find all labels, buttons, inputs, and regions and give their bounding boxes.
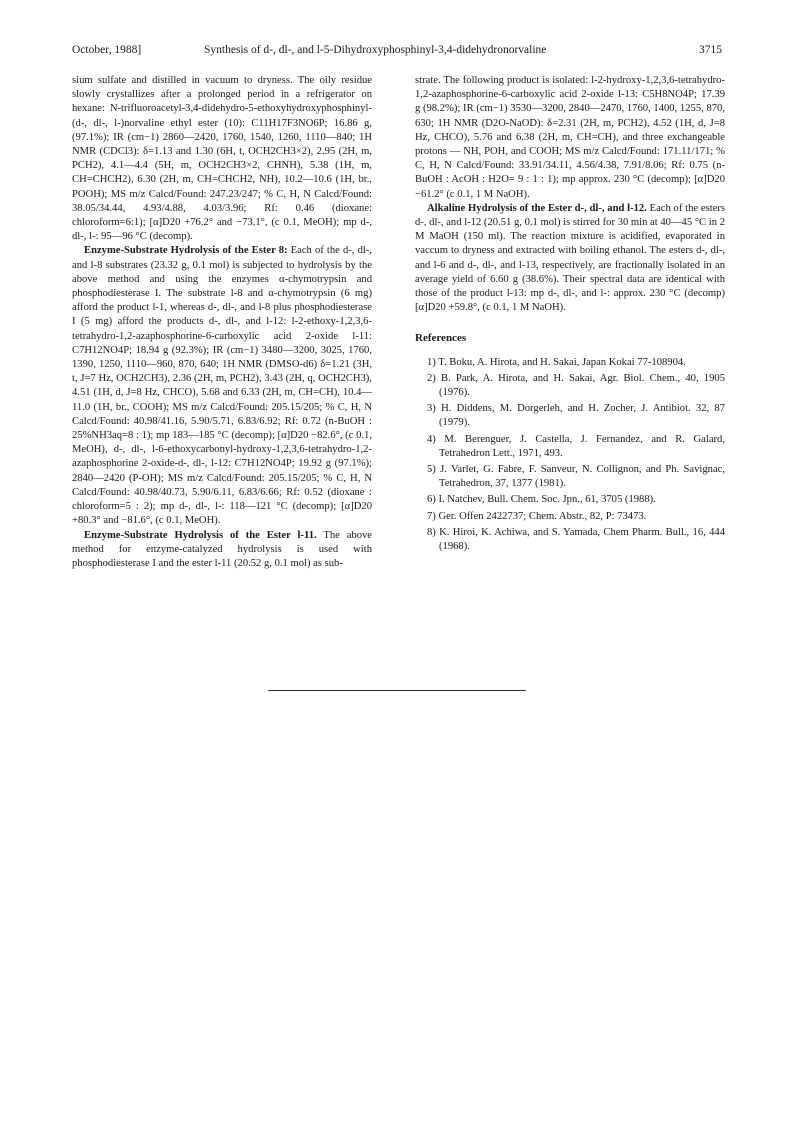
paragraph-body: Each of the d-, dl-, and l-8 substrates (23.32 g, 0.1 mol) is subjected to hydrolysis by the above method and using the enzymes α-chymotrypsin and phosphodiesterase I. The substrate l-8 and α-chymotrypsin (6 mg) afford the product l-1, whereas d-, dl-, and l-8 plus phosphodiesterase I (5 mg) afford the products d-, dl-, and l-12: l-2-ethoxy-1,2,3,6-tetrahydro-1,2-azaphosphorine-6-carboxylic acid 2-oxide l-11: C7H12NO4P; 18.94 g (92.3%); IR (cm−1) 3480—3200, 3025, 1760, 1390, 1250, 1110—960, 870, 640; 1H NMR (DMSO-d6) δ=1.21 (3H, t, J=7 Hz, OCH2CH3), 2.36 (2H, m, PCH2), 3.43 (2H, q, OCH2CH3), 4.51 (1H, d, J=8 Hz, CHCO), 5.68 and 6.33 (2H, m, CH=CH), 10.4—11.0 (1H, br., COOH); MS m/z Calcd/Found: 205.15/205; % C, H, N Calcd/Found: 40.98/41.16, 5.90/5.71, 6.83/6.92; Rf: 0.72 (n-BuOH : 25%NH3aq=8 : 1); mp 183—185 °C (decomp); [α]D20 −82.6°, (c 0.1, MeOH), d-, dl-, l-6-ethoxycarbonyl-hydroxy-1,2,3,6-tetrahydro-1,2-azaphosphorine 2-oxide-d-, dl-, l-12: C7H12NO4P; 19.92 g (97.1%); 2840—2420 (P-OH); MS m/z Calcd/Found: 205.15/205; % C, H, N Calcd/Found: 40.98/40.73, 5.90/6.11, 6.83/6.66; Rf: 0.52 (dioxane : chloroform=5 : 2); mp d-, dl-, l-: 118—121 °C (decomp); [α]D20 +80.3° and −81.6°, (c 0.1, MeOH). <box>72 245 372 527</box>
paragraph-enzyme-hydrolysis-ester-8 <box>72 244 372 528</box>
paragraph-body: Each of the esters d-, dl-, and l-12 (20.51 g, 0.1 mol) is stirred for 30 min at 40—45 °C in 2 M MaOH (150 ml). The reaction mixture is acidified, evaporated in vaccum to dryness and extracted with boiling ethanol. The esters d-, dl-, and l-6 and d-, dl-, and l-13, respectively, are fractionally isolated in an average yield of 6.60 g (38.6%). Their spectral data are identical with those of the product l-13: mp d-, dl-, and l-: approx. 230 °C (decomp) [α]D20 +59.8°, (c 0.1, 1 M NaOH). <box>415 202 725 314</box>
paragraph-enzyme-hydrolysis-ester-l11 <box>72 529 372 572</box>
paragraph-body: The above method for enzyme-catalyzed hydrolysis is used with phosphodiesterase I and the ester l-11 (20.52 g, 0.1 mol) as sub- <box>72 529 372 569</box>
reference-item: 7) Ger. Offen 2422737; Chem. Abstr., 82, P: 73473. <box>427 510 647 522</box>
section-title: Enzyme-Substrate Hydrolysis of the Ester l-11. <box>84 529 317 541</box>
references-heading: References <box>415 332 467 345</box>
left-column <box>72 74 372 571</box>
paragraph-continuation: sium sulfate and distilled in vacuum to dryness. The oily residue slowly crystallizes after a prolonged period in a refrigerator on hexane: N-trifluoroacetyl-3,4-didehydro-5-ethoxyhydroxyphosphinyl-(d-, dl-, l-)norvaline ethyl ester (10): C11H17F3NO6P; 16.86 g, (97.1%); IR (cm−1) 2860—2420, 1760, 1540, 1260, 1110—840; 1H NMR (CDCl3): δ=1.13 and 1.30 (6H, t, OCH2CH3×2), 2.95 (2H, m, PCH2), 4.1—4.4 (5H, m, OCH2CH3×2, CHNH), 5.38 (1H, m, CH=CHCH2), 6.30 (2H, m, CH=CHCH2, NH), 10.2—10.6 (1H, br., POOH); MS m/z Calcd/Found: 247.23/247; % C, H, N Calcd/Found: 38.05/34.44, 4.93/4.88, 4.03/3.96; Rf: 0.46 (dioxane: chloroform=6:1); [α]D20 +76.2° and −73.1°, (c 0.1, MeOH); mp d-, dl-, l-: 95—96 °C (decomp). <box>72 75 372 243</box>
paragraph-alkaline-hydrolysis <box>415 202 725 316</box>
reference-item: 8) K. Hiroi, K. Achiwa, and S. Yamada, Chem Pharm. Bull., 16, 444 (1968). <box>427 526 725 553</box>
section-title: Enzyme-Substrate Hydrolysis of the Ester 8: <box>84 245 288 257</box>
paragraph-continuation: strate. The following product is isolated: l-2-hydroxy-1,2,3,6-tetrahydro-1,2-azaphosphorine-6-carboxylic acid 2-oxide l-13: C5H8NO4P; 17.39 g (98.2%); IR (cm−1) 3530—3200, 2840—2470, 1760, 1400, 1255, 870, 630; 1H NMR (D2O-NaOD): δ=2.31 (2H, m, PCH2), 4.52 (1H, d, J=8 Hz, CHCO), 5.76 and 6.38 (2H, m, CH=CH), and three exchangeable protons — NH, POH, and COOH; MS m/z Calcd/Found: 171.11/171; % C, H, N Calcd/Found: 33.91/34.11, 4.56/4.38, 7.91/8.06; Rf: 0.75 (n-BuOH : AcOH : H2O= 9 : 1 : 1); mp approx. 230 °C (decomp); [α]D20 −61.2° (c 0.1, 1 M NaOH). <box>415 75 725 200</box>
reference-item: 3) H. Diddens, M. Dorgerleh, and H. Zocher, J. Antibiot. 32, 87 (1979). <box>427 403 725 429</box>
end-of-article-rule <box>268 690 526 691</box>
reference-item: 1) T. Boku, A. Hirota, and H. Sakai, Japan Kokai 77-108904. <box>427 356 686 368</box>
reference-item: 2) B. Park, A. Hirota, and H. Sakai, Agr. Biol. Chem., 40, 1905 (1976). <box>427 372 725 399</box>
right-column <box>415 74 725 556</box>
reference-item: 6) I. Natchev, Bull. Chem. Soc. Jpn., 61, 3705 (1988). <box>427 494 656 506</box>
reference-item: 5) J. Varlet, G. Fabre, F. Sanveur, N. Collignon, and Ph. Savignac, Tetrahedron, 37, 1377 (1981). <box>427 464 725 490</box>
running-title: Synthesis of d-, dl-, and l-5-Dihydroxyphosphinyl-3,4-didehydronorvaline <box>204 44 547 56</box>
section-title: Alkaline Hydrolysis of the Ester d-, dl-, and l-12. <box>427 202 647 214</box>
references-list <box>415 356 725 555</box>
reference-item: 4) M. Berenguer, J. Castella, J. Fernandez, and R. Galard, Tetrahedron Lett., 1971, 493. <box>427 433 725 459</box>
issue-date: October, 1988] <box>72 44 142 56</box>
page-header <box>72 44 722 62</box>
page-number: 3715 <box>699 44 722 56</box>
